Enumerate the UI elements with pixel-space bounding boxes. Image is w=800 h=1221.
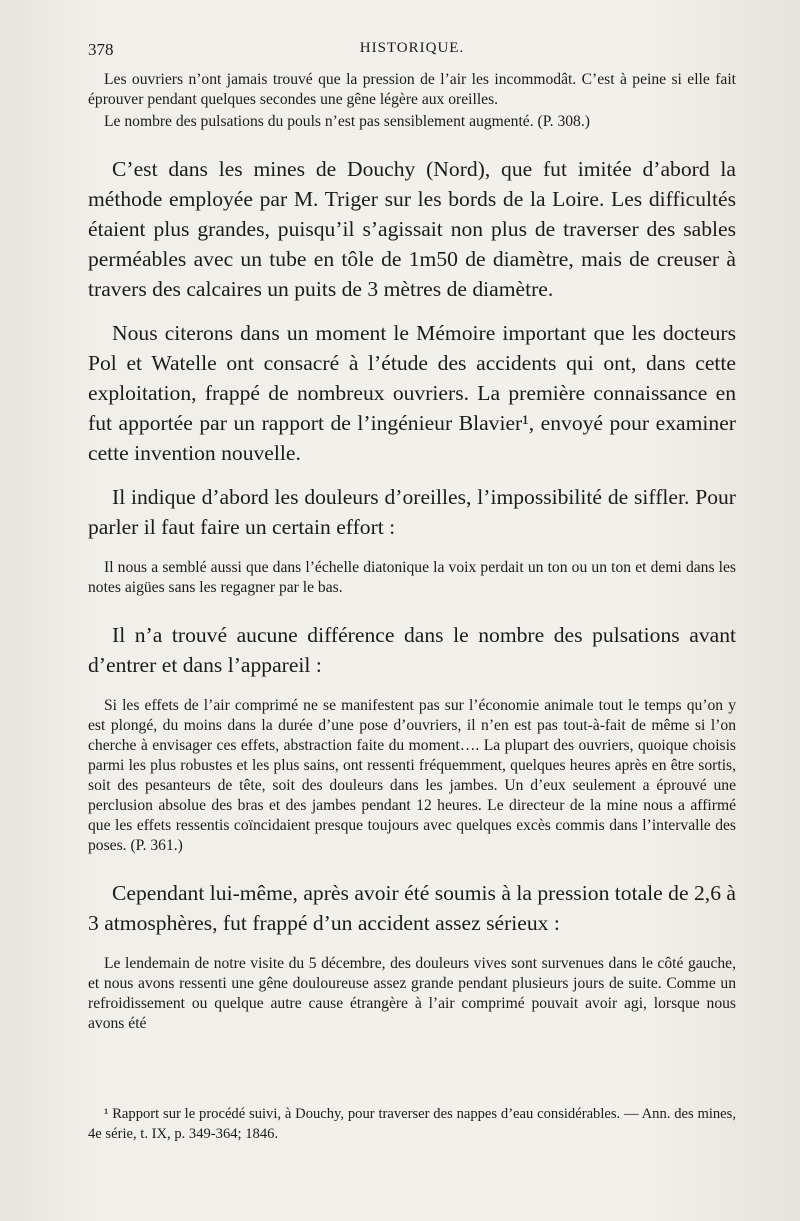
quote-workers: Les ouvriers n’ont jamais trouvé que la pression de l’air les incommodât. C’est à peine si elle fait éprouver pendant quelques secondes une gêne légère aux oreilles.	[88, 71, 736, 108]
page-number: 378	[88, 40, 114, 59]
running-title: HISTORIQUE.	[359, 40, 465, 56]
quote-pulse: Le nombre des pulsations du pouls n’est pas sensiblement augmenté. (P. 308.)	[104, 113, 590, 130]
page-body	[88, 70, 736, 1034]
running-header	[88, 40, 736, 64]
paragraph-pulsations: Il n’a trouvé aucune différence dans le nombre des pulsations avant d’entrer et dans l’appareil :	[88, 623, 736, 677]
paragraph-accident: Cependant lui-même, après avoir été soumis à la pression totale de 2,6 à 3 atmosphères, fut frappé d’un accident assez sérieux :	[88, 881, 736, 935]
quote-lendemain: Le lendemain de notre visite du 5 décembre, des douleurs vives sont survenues dans le côté gauche, et nous avons ressenti une gêne douloureuse assez grande pendant plusieurs jours de suite. Comme un refroidissement ou quelque autre cause étrangère à l’air comprimé pouvait avoir agi, lorsque nous avons été	[88, 955, 736, 1032]
footnote: ¹ Rapport sur le procédé suivi, à Douchy, pour traverser des nappes d’eau considérables. — Ann. des mines, 4e série, t. IX, p. 349-364; 1846.	[88, 1106, 736, 1142]
quote-effets: Si les effets de l’air comprimé ne se manifestent pas sur l’économie animale tout le temps qu’on y est plongé, du moins dans la durée d’une pose d’ouvriers, il n’en est pas tout-à-fait de même si l’on cherche à envisager ces effets, abstraction faite du moment…. La plupart des ouvriers, quoique choisis parmi les plus robustes et les plus sains, ont ressenti fréquemment, quelques heures après en être sortis, soit des pesanteurs de tête, soit des douleurs dans les jambes. Un d’eux seulement a éprouvé une perclusion absolue des bras et des jambes pendant 12 heures. Le directeur de la mine nous a affirmé que les effets ressentis coïncidaient presque toujours avec quelques excès commis dans l’intervalle des poses. (P. 361.)	[88, 697, 736, 854]
paragraph-memoire: Nous citerons dans un moment le Mémoire important que les docteurs Pol et Watelle ont consacré à l’étude des accidents qui ont, dans cette exploitation, frappé de nombreux ouvriers. La première connaissance en fut apportée par un rapport de l’ingénieur Blavier¹, envoyé pour examiner cette invention nouvelle.	[88, 321, 736, 465]
paragraph-douleurs: Il indique d’abord les douleurs d’oreilles, l’impossibilité de siffler. Pour parler il faut faire un certain effort :	[88, 485, 736, 539]
paragraph-douchy: C’est dans les mines de Douchy (Nord), que fut imitée d’abord la méthode employée par M. Triger sur les bords de la Loire. Les difficultés étaient plus grandes, puisqu’il s’agissait non plus de traverser des sables perméables avec un tube en tôle de 1m50 de diamètre, mais de creuser à travers des calcaires un puits de 3 mètres de diamètre.	[88, 157, 736, 301]
quote-voix: Il nous a semblé aussi que dans l’échelle diatonique la voix perdait un ton ou un ton et demi dans les notes aigües sans les regagner par le bas.	[88, 559, 736, 596]
footnote-block	[88, 1104, 736, 1144]
